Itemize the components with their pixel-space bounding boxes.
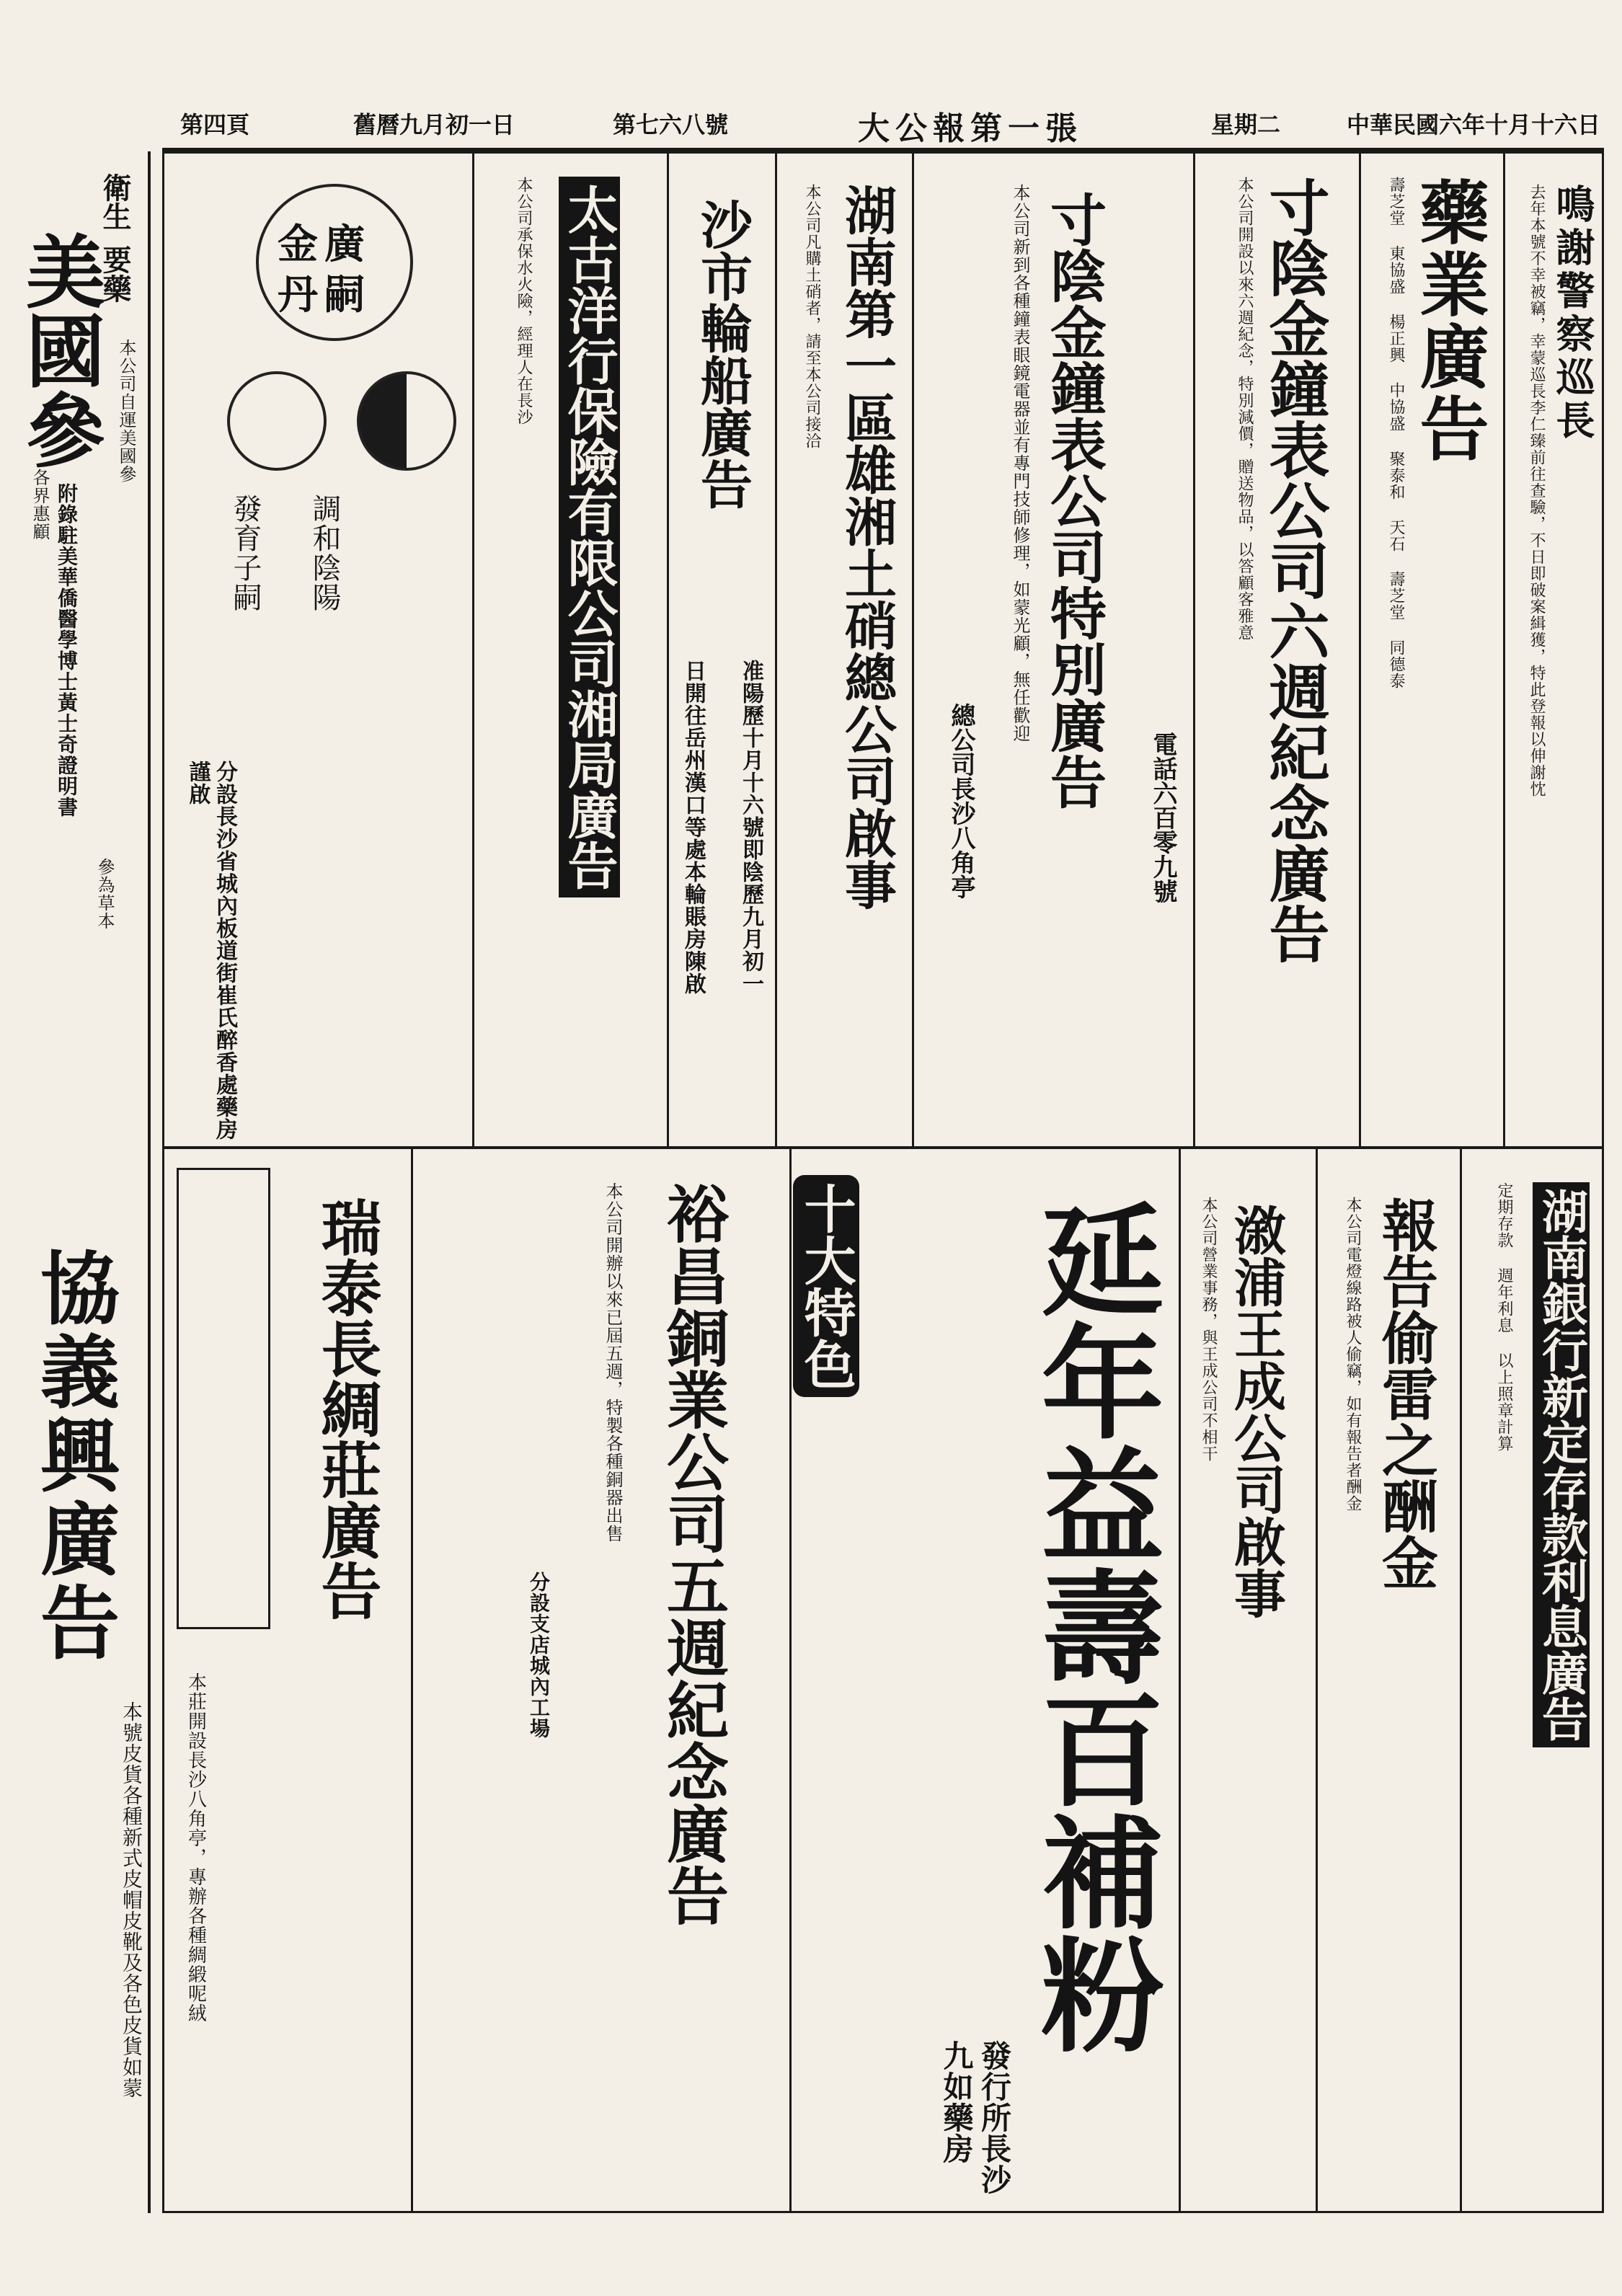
masthead-issue: 第七六八號 — [613, 111, 729, 138]
ruitai-logo-frame — [177, 1168, 270, 1629]
left-margin-ad-2 — [14, 1240, 144, 2206]
left-margin-rule — [148, 151, 151, 2213]
seal-char-2: 嗣 — [324, 271, 365, 319]
seal-tag-2: 發育子嗣 — [229, 494, 262, 612]
col-rule-b2 — [1316, 1146, 1318, 2213]
col-rule-b3 — [1179, 1146, 1181, 2213]
col-rule-2 — [1359, 151, 1361, 1146]
insurance-ad — [476, 155, 663, 1143]
col-rule-3 — [1193, 151, 1195, 1146]
col-rule-4 — [912, 151, 914, 1146]
yinyang-icon — [357, 371, 456, 471]
col-rule-7 — [472, 151, 474, 1146]
report-reward-title: 報告偷雷之酬金 — [1373, 1197, 1438, 1590]
nitrate-body: 本公司凡購土硝者，請至本公司接洽 — [803, 184, 821, 449]
masthead-date: 中華民國六年十月十六日 — [1346, 111, 1600, 138]
insurance-title: 太古洋行保險有限公司湘局廣告 — [559, 177, 621, 897]
mid-horizontal-rule — [162, 1146, 1604, 1149]
masthead-lunar: 舊曆九月初一日 — [353, 111, 515, 138]
left-tag-hygiene: 衛生 — [98, 173, 132, 231]
fetus-icon — [227, 371, 327, 471]
insurance-body: 本公司承保水火險，經理人在長沙 — [515, 177, 533, 425]
left-note-4: 參為草本 — [94, 858, 115, 930]
shipping-line-2: 日開往岳州漢口等處本輪賬房陳啟 — [681, 660, 706, 995]
col-rule-5 — [775, 151, 777, 1146]
longevity-tag: 十大特色 — [793, 1175, 859, 1397]
watch-special-phone: 電話六百零九號 — [1148, 732, 1177, 903]
ruitai-ad — [169, 1153, 407, 2206]
col-rule-6 — [667, 151, 669, 1146]
report-reward-body: 本公司電燈線路被人偷竊，如有報告者酬金 — [1344, 1197, 1362, 1512]
hunan-bank-title: 湖南銀行新定存款利息廣告 — [1533, 1182, 1590, 1747]
watch-special-body: 本公司新到各種鐘表眼鏡電器並有專門技師修理，如蒙光顧，無任歡迎 — [1010, 184, 1030, 743]
yanpu-body: 本公司營業事務，與王成公司不相干 — [1200, 1197, 1218, 1462]
col-rule-b5 — [411, 1146, 413, 2213]
masthead-paper-name: 大公報第一張 — [858, 110, 1083, 147]
left-margin-ad — [14, 166, 144, 1175]
drug-ad-title: 藥業廣告 — [1409, 177, 1490, 465]
col-rule-1 — [1503, 151, 1505, 1146]
left-title: 美國參 — [13, 231, 106, 469]
drug-ad — [1362, 155, 1499, 1143]
yuchang-body: 本公司開辦以來已屆五週，特製各種銅器出售 — [603, 1182, 623, 1543]
hunan-bank-ad — [1463, 1153, 1600, 2206]
col-rule-b4 — [789, 1146, 792, 2213]
left-ad2-body: 本號皮貨各種新式皮帽皮靴及各色皮貨如蒙 — [120, 1701, 143, 2098]
police-thanks-ad — [1507, 155, 1600, 1143]
seal-tag-1: 調和陰陽 — [308, 494, 341, 612]
yanpu-title: 漵浦王成公司啟事 — [1226, 1204, 1287, 1619]
nitrate-title: 湖南第一區雄湘土硝總公司啟事 — [836, 184, 898, 910]
hunan-bank-body: 定期存款 週年利息 以上照章計算 — [1495, 1182, 1513, 1452]
drug-ad-body: 壽芝堂 東協盛 楊正興 中協盛 聚泰和 天石 壽芝堂 同德泰 — [1387, 177, 1405, 689]
seal-ad — [169, 155, 469, 1143]
seal-char-3: 金 — [278, 221, 318, 268]
longevity-ad — [793, 1153, 1175, 2206]
col-rule-b1 — [1460, 1146, 1462, 2213]
left-ad2-title: 協義興廣告 — [27, 1247, 120, 1665]
masthead-page: 第四頁 — [180, 111, 250, 138]
yuchang-title: 裕昌銅業公司五週紀念廣告 — [656, 1182, 729, 1926]
ruitai-body: 本莊開設長沙八角亭，專辦各種綢緞呢絨 — [185, 1672, 207, 2023]
seal-char-1: 廣 — [324, 221, 365, 268]
yuchang-ad — [415, 1153, 782, 2206]
masthead — [166, 107, 1600, 147]
police-thanks-body: 去年本號不幸被竊，幸蒙巡長李仁臻前往查驗，不日即破案緝獲，特此登報以伸謝忱 — [1528, 184, 1546, 797]
left-tag-medicine: 要藥 — [98, 245, 132, 303]
shipping-title: 沙市輪船廣告 — [692, 198, 753, 510]
shipping-ad — [670, 155, 771, 1143]
nitrate-ad — [779, 155, 908, 1143]
watch-anniversary-ad — [1197, 155, 1355, 1143]
watch-special-ad — [916, 155, 1189, 1143]
ruitai-title: 瑞泰長綢莊廣告 — [311, 1197, 383, 1621]
left-note-1: 本公司自運美國參 — [116, 339, 136, 483]
watch-special-title: 寸陰金鐘表公司特別廣告 — [1041, 191, 1107, 810]
seal-char-4: 丹 — [278, 271, 318, 319]
left-note-2: 各界惠顧 — [30, 469, 50, 541]
longevity-title-1: 延年益壽百補粉 — [1020, 1197, 1164, 2055]
watch-special-contact: 總公司長沙八角亭 — [947, 703, 975, 899]
left-note-3: 附錄駐美華僑醫學博士黃士奇證明書 — [55, 483, 79, 817]
longevity-sub: 發行所長沙九如藥房 — [939, 2040, 1012, 2195]
yanpu-ad — [1182, 1153, 1312, 2206]
shipping-line-1: 准陽歷十月十六號即陰歷九月初一 — [738, 660, 763, 995]
report-reward-ad — [1319, 1153, 1456, 2206]
seal-branch: 分設長沙省城內板道街崔氏醉香處藥房謹啟 — [185, 761, 237, 1140]
police-thanks-title: 鳴謝警察巡長 — [1550, 184, 1596, 443]
yuchang-addr: 分設支店城內工場 — [527, 1572, 551, 1739]
watch-anniversary-body: 本公司開設以來六週紀念，特別減價，贈送物品，以答顧客雅意 — [1236, 177, 1254, 641]
masthead-weekday: 星期二 — [1211, 111, 1281, 138]
watch-anniversary-title: 寸陰金鐘表公司六週紀念廣告 — [1259, 177, 1331, 964]
